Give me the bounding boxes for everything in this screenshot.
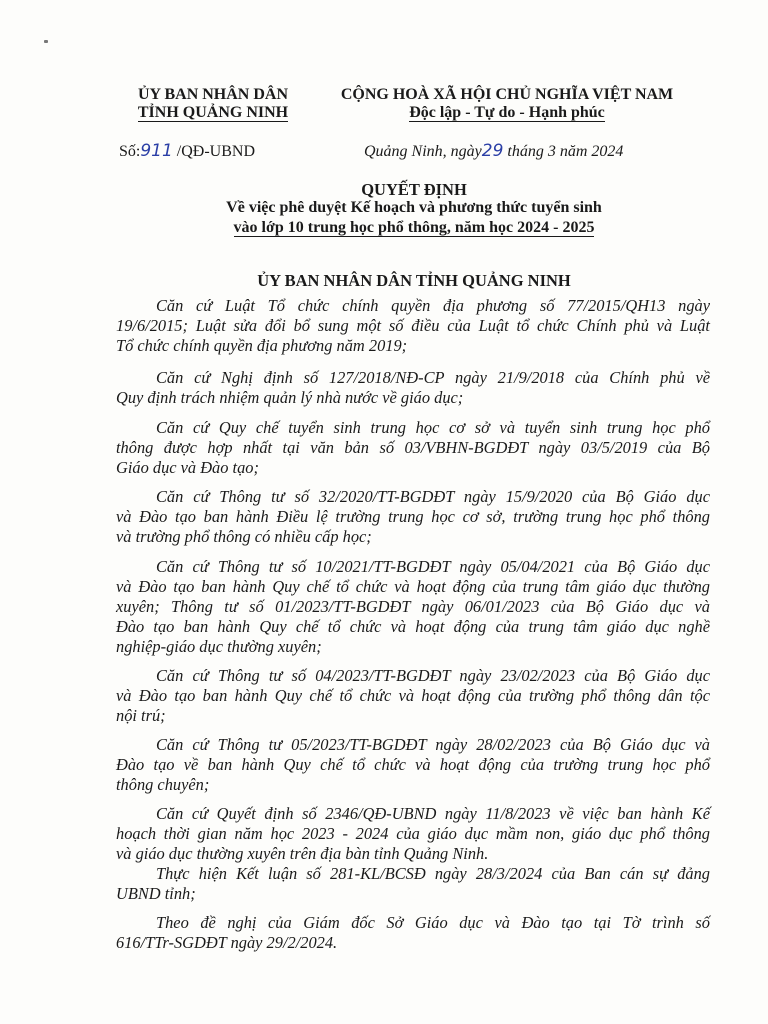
decision-subject-line1: Về việc phê duyệt Kế hoạch và phương thức tuyển sinh — [226, 199, 602, 216]
paragraph-line: thông được hợp nhất tại văn bản số 03/VBHN-BGDĐT ngày 03/5/2019 của Bộ — [116, 438, 710, 457]
scan-speck — [44, 40, 48, 43]
decision-heading: QUYẾT ĐỊNH — [361, 180, 467, 199]
document-number — [119, 141, 255, 161]
paragraph-line: Thực hiện Kết luận số 281-KL/BCSĐ ngày 28/3/2024 của Ban cán sự đảng — [156, 864, 710, 883]
nation-motto-wrap — [330, 104, 684, 122]
paragraph-line: Căn cứ Luật Tổ chức chính quyền địa phương số 77/2015/QH13 ngày — [156, 296, 710, 315]
paragraph-line: nội trú; — [116, 706, 166, 725]
paragraph-line: Căn cứ Nghị định số 127/2018/NĐ-CP ngày 21/9/2018 của Chính phủ về — [156, 368, 710, 387]
nation-motto: Độc lập - Tự do - Hạnh phúc — [409, 104, 605, 121]
paragraph-line: và Đào tạo ban hành Quy chế tổ chức và hoạt động của trung tâm giáo dục thường — [116, 577, 710, 596]
paragraph-line: và trường phổ thông có nhiều cấp học; — [116, 527, 372, 546]
paragraph-5 — [116, 557, 710, 657]
paragraph-line: thông chuyên; — [116, 775, 210, 794]
paragraph-1 — [116, 296, 710, 356]
paragraph-line: 19/6/2015; Luật sửa đổi bổ sung một số điều của Luật tổ chức Chính phủ và Luật — [116, 316, 710, 335]
paragraph-line: Tổ chức chính quyền địa phương năm 2019; — [116, 336, 408, 355]
nation-title: CỘNG HOÀ XÃ HỘI CHỦ NGHĨA VIỆT NAM — [340, 86, 674, 103]
number-prefix: Số: — [119, 143, 141, 160]
decision-subject-line2-wrap — [118, 219, 710, 237]
paragraph-line: Căn cứ Thông tư 05/2023/TT-BGDĐT ngày 28/02/2023 của Bộ Giáo dục và — [156, 735, 710, 754]
paragraph-line: và giáo dục thường xuyên trên địa bàn tỉnh Quảng Ninh. — [116, 844, 489, 863]
paragraph-8 — [116, 804, 710, 864]
paragraph-4 — [116, 487, 710, 547]
issue-date — [364, 141, 623, 161]
date-prefix: Quảng Ninh, ngày — [364, 143, 482, 160]
paragraph-line: hoạch thời gian năm học 2023 - 2024 của giáo dục mầm non, giáo dục phổ thông — [116, 824, 710, 843]
paragraph-2 — [116, 368, 710, 408]
paragraph-line: Giáo dục và Đào tạo; — [116, 458, 259, 477]
paragraph-6 — [116, 666, 710, 726]
paragraph-line: Theo đề nghị của Giám đốc Sở Giáo dục và Đào tạo tại Tờ trình số — [156, 913, 710, 932]
paragraph-line: Căn cứ Thông tư số 10/2021/TT-BGDĐT ngày 05/04/2021 của Bộ Giáo dục — [156, 557, 710, 576]
paragraph-line: nghiệp-giáo dục thường xuyên; — [116, 637, 322, 656]
agency-name-line1: ỦY BAN NHÂN DÂN — [137, 86, 289, 103]
paragraph-line: 616/TTr-SGDĐT ngày 29/2/2024. — [116, 933, 338, 952]
agency-name-line2 — [118, 104, 308, 122]
number-handwritten: 911 — [140, 141, 173, 161]
paragraph-7 — [116, 735, 710, 795]
paragraph-10 — [116, 913, 710, 953]
paragraph-9 — [116, 864, 710, 904]
paragraph-line: và Đào tạo ban hành Quy chế tổ chức và hoạt động của trường phổ thông dân tộc — [116, 686, 710, 705]
paragraph-line: Quy định trách nhiệm quản lý nhà nước về giáo dục; — [116, 388, 464, 407]
paragraph-3 — [116, 418, 710, 478]
date-day-handwritten: 29 — [481, 141, 504, 161]
paragraph-line: Đào tạo về ban hành Quy chế tổ chức và hoạt động của trường trung học phổ — [116, 755, 710, 774]
paragraph-line: Căn cứ Quy chế tuyển sinh trung học cơ sở và tuyển sinh trung học phổ — [156, 418, 710, 437]
paragraph-line: Căn cứ Thông tư số 04/2023/TT-BGDĐT ngày 23/02/2023 của Bộ Giáo dục — [156, 666, 710, 685]
paragraph-line: và Đào tạo ban hành Điều lệ trường trung học cơ sở, trường trung học phổ thông — [116, 507, 710, 526]
paragraph-line: xuyên; Thông tư số 01/2023/TT-BGDĐT ngày 06/01/2023 của Bộ Giáo dục và — [116, 597, 710, 616]
paragraph-line: UBND tỉnh; — [116, 884, 196, 903]
paragraph-line: Căn cứ Thông tư số 32/2020/TT-BGDĐT ngày 15/9/2020 của Bộ Giáo dục — [156, 487, 710, 506]
date-suffix: tháng 3 năm 2024 — [507, 143, 624, 160]
paragraph-line: Căn cứ Quyết định số 2346/QĐ-UBND ngày 11/8/2023 về việc ban hành Kế — [156, 804, 710, 823]
agency-province: TỈNH QUẢNG NINH — [137, 104, 289, 121]
issuer-name: ỦY BAN NHÂN DÂN TỈNH QUẢNG NINH — [257, 271, 571, 290]
paragraph-line: Đào tạo ban hành Quy chế tổ chức và hoạt động của trung tâm giáo dục nghề — [116, 617, 710, 636]
number-suffix: /QĐ-UBND — [176, 143, 256, 160]
decision-subject-line2: vào lớp 10 trung học phổ thông, năm học 2024 - 2025 — [233, 219, 595, 236]
